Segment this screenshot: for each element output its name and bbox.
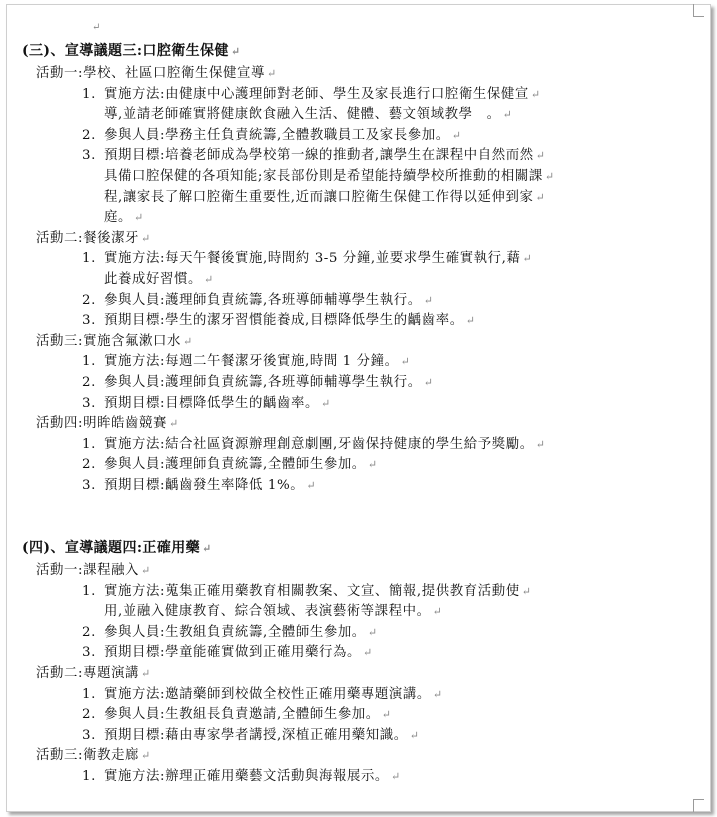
item-text-line: 預期目標:藉由專家學者講授,深植正確用藥知識。 ↵ [104,727,420,743]
paragraph-mark: ↵ [521,584,532,598]
item-text-line: 參與人員:生教組負責統籌,全體師生參加。 ↵ [104,624,378,640]
item-number: 3. [82,313,96,329]
item-text-line: 實施方法:由健康中心護理師對老師、學生及家長進行口腔衛生保健宣 ↵ [104,86,541,102]
paragraph-mark: ↵ [133,211,144,225]
paragraph-mark: ↵ [423,293,434,307]
activity-title: 活動三:實施含氟漱口水 ↵ [36,333,193,349]
item-text-line: 用,並融入健康教育、綜合領域、表演藝術等課程中。 ↵ [104,604,443,620]
item-text-line: 庭。 ↵ [104,210,144,226]
section-heading: (四)、宣導議題四:正確用藥 ↵ [22,540,212,556]
paragraph-mark: ↵ [381,708,392,722]
paragraph-mark: ↵ [423,376,434,389]
item-text-line: 參與人員:護理師負責統籌,各班導師輔導學生執行。 ↵ [104,375,434,390]
item-number: 3. [82,645,96,661]
item-text-line: 預期目標:培養老師成為學校第一線的推動者,讓學生在課程中自然而然 ↵ [104,148,546,164]
activity-title: 活動一:課程融入 ↵ [36,563,151,578]
paragraph-mark: ↵ [367,625,378,639]
paragraph-mark: ↵ [367,458,378,472]
paragraph-mark: ↵ [409,728,420,742]
paragraph-mark: ↵ [203,273,214,286]
crop-mark-bottom-right [693,799,704,812]
paragraph-mark: ↵ [535,437,546,451]
item-text-line: 導,並請老師確實將健康飲食融入生活、健體、藝文領域教學 。 ↵ [104,107,513,123]
paragraph-mark: ↵ [141,749,151,763]
item-text-line: 參與人員:護理師負責統籌,全體師生參加。 ↵ [104,457,378,473]
item-number: 2. [82,292,96,308]
paragraph-mark: ↵ [502,108,513,122]
paragraph-mark: ↵ [141,564,151,577]
item-text-line: 參與人員:學務主任負責統籌,全體教職員工及家長參加。 ↵ [104,127,462,143]
paragraph-mark: ↵ [320,396,331,410]
paragraph-mark: ↵ [183,334,193,348]
item-number: 1. [82,583,96,599]
paragraph-mark: ↵ [432,605,443,619]
item-number: 2. [82,127,96,143]
section-heading: (三)、宣導議題三:口腔衛生保健 ↵ [22,43,241,59]
item-number: 2. [82,624,96,640]
item-number: 3. [82,395,96,411]
paragraph-mark: ↵ [432,687,443,701]
item-number: 1. [82,769,96,784]
paragraph-mark: ↵ [230,45,241,58]
item-text-line: 程,讓家長了解口腔衛生重要性,近而讓口腔衛生保健工作得以延伸到家 ↵ [104,189,546,205]
item-text-line: 預期目標:學生的潔牙習慣能養成,目標降低學生的齲齒率。 ↵ [104,313,476,329]
item-text-line: 預期目標:學童能確實做到正確用藥行為。 ↵ [104,645,373,661]
paragraph-mark: ↵ [141,231,151,245]
paragraph-mark: ↵ [400,355,411,369]
paragraph-mark: ↵ [535,190,546,204]
item-number: 1. [82,251,96,267]
paragraph-mark: ↵ [451,128,462,142]
paragraph-mark: ↵ [390,770,401,783]
item-text-line: 參與人員:護理師負責統籌,各班導師輔導學生執行。 ↵ [104,292,434,308]
item-text-line: 此養成好習慣。 ↵ [104,272,214,287]
item-number: 2. [82,707,96,723]
crop-mark-top-right [693,4,704,17]
activity-title: 活動一:學校、社區口腔衛生保健宣導 ↵ [36,66,277,81]
paragraph-mark: ↵ [544,170,555,183]
item-text-line: 預期目標:齲齒發生率降低 1%。 ↵ [104,478,317,493]
item-number: 2. [82,375,96,390]
item-number: 3. [82,478,96,493]
activity-title: 活動四:明眸皓齒競賽 ↵ [36,416,179,432]
item-number: 2. [82,457,96,473]
activity-title: 活動二:餐後潔牙 ↵ [36,230,151,246]
item-number: 3. [82,148,96,164]
item-text-line: 實施方法:辦理正確用藥藝文活動與海報展示。 ↵ [104,769,401,784]
paragraph-mark: ↵ [266,67,277,80]
paragraph-mark: ↵ [465,314,476,328]
paragraph-mark: ↵ [530,87,541,101]
paragraph-mark: ↵ [535,149,546,163]
item-number: 1. [82,86,96,102]
activity-title: 活動二:專題演講 ↵ [36,666,151,681]
item-number: 1. [82,436,96,452]
paragraph-mark: ↵ [202,542,212,555]
item-text-line: 預期目標:目標降低學生的齲齒率。 ↵ [104,395,331,411]
item-text-line: 實施方法:每週二午餐潔牙後實施,時間 1 分鐘。 ↵ [104,354,411,370]
item-number: 1. [82,686,96,702]
paragraph-mark: ↵ [92,22,101,33]
item-text-line: 實施方法:邀請藥師到校做全校性正確用藥專題演講。 ↵ [104,686,443,702]
item-text-line: 參與人員:生教組長負責邀請,全體師生參加。 ↵ [104,707,392,723]
item-text-line: 實施方法:每天午餐後實施,時間約 3-5 分鐘,並要求學生確實執行,藉 ↵ [104,251,533,267]
item-text-line: 具備口腔保健的各項知能;家長部份則是希望能持續學校所推動的相關課 ↵ [104,169,555,184]
paragraph-mark: ↵ [522,252,533,266]
item-number: 3. [82,727,96,743]
item-text-line: 實施方法:蒐集正確用藥教育相關教案、文宣、簡報,提供教育活動使 ↵ [104,583,532,599]
item-number: 1. [82,354,96,370]
item-text-line: 實施方法:結合社區資源辦理創意劇團,牙齒保持健康的學生給予獎勵。 ↵ [104,436,546,452]
activity-title: 活動三:衛教走廊 ↵ [36,748,151,764]
paragraph-mark: ↵ [141,667,151,680]
paragraph-mark: ↵ [362,646,373,660]
paragraph-mark: ↵ [306,479,317,492]
paragraph-mark: ↵ [169,417,179,431]
